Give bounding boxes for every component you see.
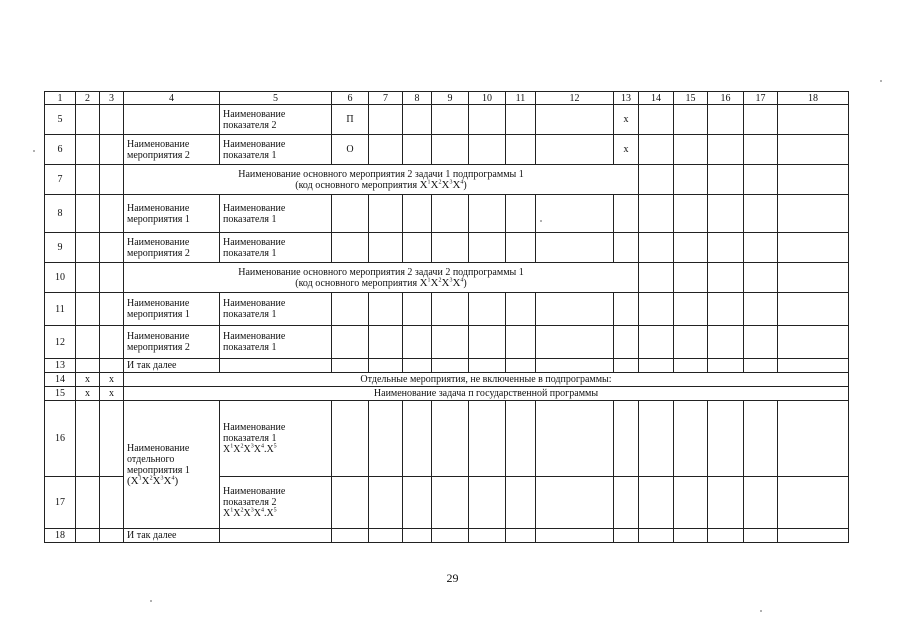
cell xyxy=(506,195,536,233)
cell xyxy=(369,477,403,529)
cell xyxy=(506,293,536,326)
cell xyxy=(708,233,744,263)
cell xyxy=(674,135,708,165)
cell xyxy=(614,401,639,477)
scan-speck xyxy=(540,220,542,222)
cell xyxy=(778,233,849,263)
cell xyxy=(708,359,744,373)
row-number: 10 xyxy=(45,263,76,293)
column-header: 17 xyxy=(744,92,778,105)
row-number: 8 xyxy=(45,195,76,233)
main-activity-title: Наименование основного мероприятия 2 задачи 2 подпрограммы 1 xyxy=(238,266,524,278)
cell xyxy=(639,477,674,529)
separate-activity-label: Наименование отдельного мероприятия 1 xyxy=(127,442,190,476)
cell xyxy=(536,105,614,135)
activity-code: $X^1X^2X^3X^4$ xyxy=(419,178,464,191)
cell xyxy=(332,233,369,263)
cell xyxy=(639,326,674,359)
main-activity-code-suffix: ) xyxy=(463,179,467,191)
cell xyxy=(432,293,469,326)
cell xyxy=(778,293,849,326)
row-number: 16 xyxy=(45,401,76,477)
column-header: 4 xyxy=(124,92,220,105)
cell xyxy=(639,359,674,373)
cell xyxy=(536,326,614,359)
table-row xyxy=(45,359,849,373)
cell xyxy=(76,165,100,195)
cell xyxy=(614,477,639,529)
cell xyxy=(639,401,674,477)
cell xyxy=(744,105,778,135)
scan-speck xyxy=(150,600,152,602)
cell xyxy=(432,326,469,359)
cell xyxy=(744,326,778,359)
cell xyxy=(744,195,778,233)
column-header: 14 xyxy=(639,92,674,105)
cell xyxy=(506,135,536,165)
table-row xyxy=(45,373,849,387)
activity-name: Наименование мероприятия 1 xyxy=(124,195,220,233)
main-activity-code-suffix: ) xyxy=(463,277,467,289)
cross-mark: х xyxy=(76,387,100,401)
column-header: 10 xyxy=(469,92,506,105)
cell xyxy=(100,359,124,373)
cell xyxy=(674,529,708,543)
main-activity-heading xyxy=(124,165,639,195)
cell xyxy=(778,105,849,135)
cell xyxy=(100,105,124,135)
row-number: 12 xyxy=(45,326,76,359)
table-header-row xyxy=(45,92,849,105)
cell xyxy=(369,529,403,543)
cell xyxy=(403,105,432,135)
cell xyxy=(76,263,100,293)
cell xyxy=(536,529,614,543)
cell xyxy=(432,477,469,529)
page-number: 29 xyxy=(446,571,459,585)
cell xyxy=(674,233,708,263)
cell xyxy=(506,401,536,477)
cell xyxy=(674,263,708,293)
cell xyxy=(332,293,369,326)
cell xyxy=(403,477,432,529)
table-row xyxy=(45,195,849,233)
cell xyxy=(506,529,536,543)
cell xyxy=(432,135,469,165)
cell xyxy=(639,105,674,135)
cell xyxy=(469,326,506,359)
row-number: 13 xyxy=(45,359,76,373)
cross-mark: х xyxy=(100,387,124,401)
indicator-name: Наименование показателя 1 xyxy=(220,135,332,165)
scan-speck xyxy=(33,150,35,152)
cell xyxy=(76,359,100,373)
cell xyxy=(536,359,614,373)
row-number: 5 xyxy=(45,105,76,135)
table-row xyxy=(45,387,849,401)
cell xyxy=(369,195,403,233)
row-number: 11 xyxy=(45,293,76,326)
cell xyxy=(708,401,744,477)
cell xyxy=(639,529,674,543)
cell xyxy=(332,401,369,477)
table-row xyxy=(45,165,849,195)
column-header: 7 xyxy=(369,92,403,105)
activity-name: Наименование мероприятия 1 xyxy=(124,293,220,326)
column-header: 11 xyxy=(506,92,536,105)
cell xyxy=(778,529,849,543)
cell xyxy=(614,293,639,326)
cell xyxy=(76,477,100,529)
cell xyxy=(639,135,674,165)
cell xyxy=(432,529,469,543)
cell xyxy=(403,135,432,165)
cell xyxy=(639,233,674,263)
cell xyxy=(506,105,536,135)
cell xyxy=(332,326,369,359)
cell xyxy=(614,359,639,373)
cell xyxy=(778,135,849,165)
row-number: 14 xyxy=(45,373,76,387)
cell xyxy=(76,293,100,326)
cell xyxy=(778,401,849,477)
row-number: 6 xyxy=(45,135,76,165)
activity-name: Наименование мероприятия 2 xyxy=(124,326,220,359)
cell xyxy=(744,293,778,326)
table-row xyxy=(45,233,849,263)
cell xyxy=(100,326,124,359)
cell xyxy=(744,477,778,529)
cell xyxy=(403,529,432,543)
cell xyxy=(614,326,639,359)
cell xyxy=(76,401,100,477)
cell xyxy=(744,263,778,293)
cell xyxy=(506,326,536,359)
table-row xyxy=(45,263,849,293)
cell xyxy=(674,326,708,359)
cell xyxy=(469,477,506,529)
indicator-name: Наименование показателя 1 xyxy=(220,326,332,359)
indicator-type: П xyxy=(332,105,369,135)
cell xyxy=(778,477,849,529)
indicator-label: Наименование показателя 2 xyxy=(223,486,286,508)
column-header: 18 xyxy=(778,92,849,105)
cell xyxy=(469,401,506,477)
cell xyxy=(469,195,506,233)
cell xyxy=(100,401,124,477)
cell xyxy=(100,233,124,263)
cell xyxy=(369,233,403,263)
row-number: 17 xyxy=(45,477,76,529)
indicator-name: Наименование показателя 1 xyxy=(220,195,332,233)
cell xyxy=(639,293,674,326)
cell xyxy=(744,529,778,543)
cell xyxy=(369,135,403,165)
cell xyxy=(332,359,369,373)
cell xyxy=(332,195,369,233)
cell xyxy=(403,195,432,233)
cross-mark: х xyxy=(76,373,100,387)
indicator-type: О xyxy=(332,135,369,165)
table-row xyxy=(45,135,849,165)
main-activity-code-prefix: (код основного мероприятия xyxy=(295,277,420,289)
cell xyxy=(536,195,614,233)
cell xyxy=(469,135,506,165)
table-row xyxy=(45,293,849,326)
cell xyxy=(639,195,674,233)
cell xyxy=(76,195,100,233)
cell xyxy=(744,135,778,165)
indicator-name: Наименование показателя 1 xyxy=(220,233,332,263)
column-header: 1 xyxy=(45,92,76,105)
cell xyxy=(708,477,744,529)
main-activity-heading xyxy=(124,263,639,293)
indicator-code: $X^1X^2X^3X^4.X^5$ xyxy=(223,507,277,519)
section-heading: Отдельные мероприятия, не включенные в подпрограммы: xyxy=(124,373,849,387)
cell xyxy=(506,359,536,373)
indicator-name xyxy=(220,477,332,529)
cell xyxy=(708,135,744,165)
cell xyxy=(744,359,778,373)
indicator-name: Наименование показателя 1 xyxy=(220,293,332,326)
cell xyxy=(614,233,639,263)
cell xyxy=(708,529,744,543)
cell xyxy=(708,326,744,359)
cell xyxy=(708,105,744,135)
cell xyxy=(614,195,639,233)
cell xyxy=(778,195,849,233)
cell xyxy=(674,293,708,326)
cell xyxy=(536,233,614,263)
cell xyxy=(100,195,124,233)
cell xyxy=(432,233,469,263)
cell xyxy=(506,477,536,529)
activity-code: $(X^1X^2X^3X^4)$ xyxy=(127,474,179,487)
cell xyxy=(708,293,744,326)
row-number: 7 xyxy=(45,165,76,195)
document-table xyxy=(44,91,849,543)
cell xyxy=(100,477,124,529)
column-header: 2 xyxy=(76,92,100,105)
cross-mark: х xyxy=(614,105,639,135)
row-number: 18 xyxy=(45,529,76,543)
cell xyxy=(708,263,744,293)
cell xyxy=(403,359,432,373)
cell xyxy=(76,326,100,359)
cell xyxy=(778,326,849,359)
and-so-on-label: И так далее xyxy=(124,359,220,373)
cell xyxy=(536,135,614,165)
indicator-code: $X^1X^2X^3X^4.X^5$ xyxy=(223,443,277,455)
column-header: 6 xyxy=(332,92,369,105)
cell xyxy=(469,233,506,263)
cell xyxy=(536,401,614,477)
cell xyxy=(536,477,614,529)
cell xyxy=(100,263,124,293)
cell xyxy=(403,233,432,263)
cell xyxy=(674,401,708,477)
cell xyxy=(469,105,506,135)
cell xyxy=(708,165,744,195)
indicator-label: Наименование показателя 1 xyxy=(223,422,286,444)
and-so-on-label: И так далее xyxy=(124,529,220,543)
cell xyxy=(403,293,432,326)
column-header: 3 xyxy=(100,92,124,105)
cell xyxy=(76,529,100,543)
table-row xyxy=(45,326,849,359)
cell xyxy=(674,477,708,529)
cross-mark: х xyxy=(100,373,124,387)
cell xyxy=(674,195,708,233)
cell xyxy=(369,326,403,359)
cell xyxy=(674,105,708,135)
cell xyxy=(674,359,708,373)
cell xyxy=(124,105,220,135)
cross-mark: х xyxy=(614,135,639,165)
scan-speck xyxy=(760,610,762,612)
cell xyxy=(332,477,369,529)
main-activity-code-prefix: (код основного мероприятия xyxy=(295,179,420,191)
cell xyxy=(332,529,369,543)
cell xyxy=(506,233,536,263)
column-header: 9 xyxy=(432,92,469,105)
activity-name: Наименование мероприятия 2 xyxy=(124,135,220,165)
column-header: 12 xyxy=(536,92,614,105)
cell xyxy=(403,326,432,359)
column-header: 15 xyxy=(674,92,708,105)
column-header: 13 xyxy=(614,92,639,105)
cell xyxy=(432,359,469,373)
activity-name: Наименование мероприятия 2 xyxy=(124,233,220,263)
cell xyxy=(744,233,778,263)
cell xyxy=(778,359,849,373)
table-row xyxy=(45,529,849,543)
cell xyxy=(536,293,614,326)
table-row xyxy=(45,401,849,477)
indicator-name xyxy=(220,401,332,477)
cell xyxy=(369,359,403,373)
cell xyxy=(432,401,469,477)
cell xyxy=(100,135,124,165)
cell xyxy=(639,165,674,195)
cell xyxy=(469,293,506,326)
separate-activity-name xyxy=(124,401,220,529)
cell xyxy=(100,293,124,326)
cell xyxy=(614,529,639,543)
cell xyxy=(469,359,506,373)
row-number: 15 xyxy=(45,387,76,401)
cell xyxy=(778,165,849,195)
column-header: 16 xyxy=(708,92,744,105)
cell xyxy=(76,135,100,165)
cell xyxy=(100,529,124,543)
column-header: 5 xyxy=(220,92,332,105)
cell xyxy=(403,401,432,477)
cell xyxy=(674,165,708,195)
cell xyxy=(469,529,506,543)
cell xyxy=(432,195,469,233)
row-number: 9 xyxy=(45,233,76,263)
activity-code: $X^1X^2X^3X^4$ xyxy=(419,276,464,289)
indicator-name: Наименование показателя 2 xyxy=(220,105,332,135)
cell xyxy=(220,359,332,373)
table-row xyxy=(45,105,849,135)
section-heading: Наименование задача п государственной программы xyxy=(124,387,849,401)
cell xyxy=(100,165,124,195)
cell xyxy=(369,401,403,477)
cell xyxy=(639,263,674,293)
cell xyxy=(432,105,469,135)
main-activity-title: Наименование основного мероприятия 2 задачи 1 подпрограммы 1 xyxy=(238,168,524,180)
cell xyxy=(708,195,744,233)
column-header: 8 xyxy=(403,92,432,105)
cell xyxy=(369,293,403,326)
cell xyxy=(744,401,778,477)
cell xyxy=(76,105,100,135)
cell xyxy=(744,165,778,195)
cell xyxy=(76,233,100,263)
cell xyxy=(369,105,403,135)
cell xyxy=(778,263,849,293)
cell xyxy=(220,529,332,543)
scan-speck xyxy=(880,80,882,82)
